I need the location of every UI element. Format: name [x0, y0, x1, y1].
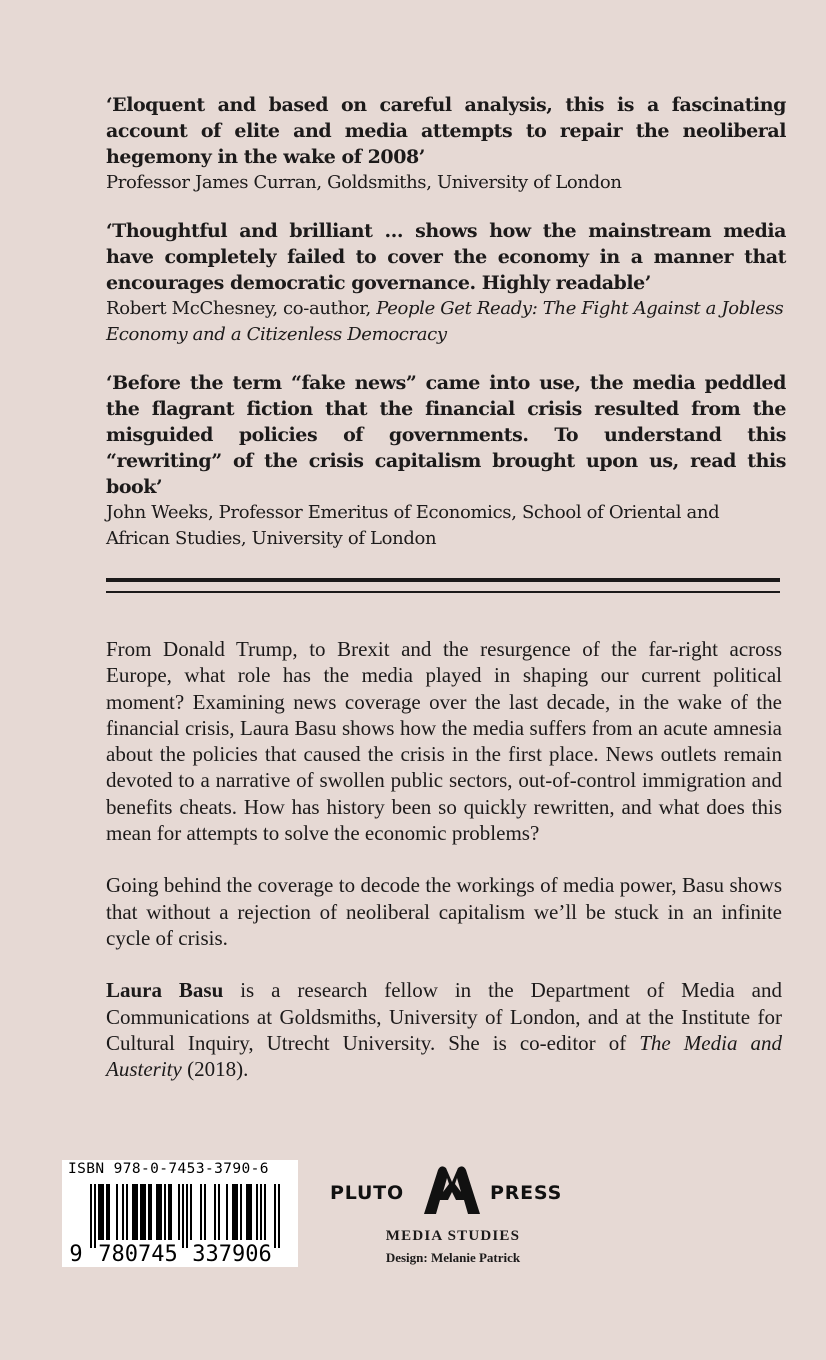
endorsement-quote: ‘Before the term “fake news” came into use, the media peddled the flagrant fiction that the financial crisis resulted from the misguided policies of governments. To understand this “rewriting” of the crisis capitalism brought upon us, read this book’: [106, 372, 786, 498]
endorsement-mcchesney: [106, 218, 786, 348]
author-book-year: (2018).: [181, 1057, 249, 1082]
author-book-title: The Media and Austerity: [106, 1030, 782, 1082]
barcode-bar: [142, 1184, 144, 1240]
barcode-bar: [248, 1184, 250, 1240]
barcode-bar: [204, 1184, 206, 1240]
barcode-bar: [250, 1184, 252, 1240]
barcode-bar: [148, 1184, 150, 1240]
barcode-digits: 780745: [98, 1242, 178, 1267]
barcode-bar: [240, 1184, 242, 1240]
barcode-bar: [214, 1184, 216, 1240]
category-label: MEDIA STUDIES: [385, 1228, 521, 1244]
description-paragraph: From Donald Trump, to Brexit and the resurgence of the far-right across Europe, what role has the media played in shaping our current political moment? Examining news coverage over the last decade, in the wake of the financial crisis, Laura Basu shows how the media suffers from an acute amnesia about the policies that caused the crisis in the first place. News outlets remain devoted to a narrative of swollen public sectors, out-of-control immigration and benefits cheats. How has history been so quickly rewritten, and what does this mean for attempts to solve the economic problems?: [106, 637, 782, 846]
endorsement-curran: [106, 92, 786, 196]
barcode-bar: [274, 1184, 276, 1248]
description-paragraph: Going behind the coverage to decode the workings of media power, Basu shows that without a rejection of neoliberal capitalism we’ll be stuck in an infinite cycle of crisis.: [106, 873, 782, 950]
barcode-bar: [186, 1184, 188, 1248]
barcode-bar: [102, 1184, 104, 1240]
pluto-logo-icon: [424, 1164, 480, 1216]
barcode-bar: [246, 1184, 248, 1240]
publisher-name-right: PRESS: [490, 1182, 563, 1204]
barcode-bar: [226, 1184, 228, 1240]
isbn-barcode: [62, 1160, 298, 1267]
barcode-bar: [168, 1184, 170, 1240]
barcode-bar: [108, 1184, 110, 1240]
barcode-bar: [100, 1184, 102, 1240]
barcode-bar: [106, 1184, 108, 1240]
barcode-bar: [140, 1184, 142, 1240]
attribution-prefix: Robert McChesney, co-author,: [106, 298, 377, 319]
barcode-bar: [278, 1184, 280, 1248]
barcode-bar: [144, 1184, 146, 1240]
barcode-bar: [122, 1184, 124, 1240]
barcode-bar: [134, 1184, 136, 1240]
barcode-bar: [234, 1184, 236, 1240]
divider-thin: [106, 591, 780, 593]
barcode-bar: [90, 1184, 92, 1248]
barcode-digits: 9: [69, 1242, 83, 1267]
publisher-logo: [330, 1162, 576, 1218]
endorsements: [106, 92, 786, 574]
barcode-bar: [126, 1184, 128, 1240]
barcode-bar: [178, 1184, 180, 1240]
publisher-name-left: PLUTO: [330, 1182, 404, 1204]
barcode-bar: [150, 1184, 152, 1240]
barcode-bar: [200, 1184, 202, 1240]
endorsement-attribution: [106, 296, 786, 348]
barcode-bar: [98, 1184, 100, 1240]
barcode-bar: [116, 1184, 118, 1240]
barcode-bar: [256, 1184, 258, 1240]
barcode-bar: [236, 1184, 238, 1240]
barcode-bar: [170, 1184, 172, 1240]
author-name: Laura Basu: [106, 978, 224, 1003]
barcode-bar: [164, 1184, 166, 1240]
barcode-bar: [190, 1184, 192, 1240]
isbn-label: ISBN 978-0-7453-3790-6: [68, 1161, 269, 1177]
barcode-bar: [264, 1184, 266, 1240]
author-bio-text: is a research fellow in the Department of Media and Communications at Goldsmiths, University of London, and at the Institute for Cultural Inquiry, Utrecht University. She is co-editor of: [106, 978, 782, 1055]
barcode-bar: [136, 1184, 138, 1240]
barcode-bar: [218, 1184, 220, 1240]
barcode-bar: [94, 1184, 96, 1248]
attribution-book-title: People Get Ready: The Fight Against a Jobless Economy and a Citizenless Democracy: [106, 298, 784, 345]
barcode-bar: [182, 1184, 184, 1248]
barcode-bar: [158, 1184, 160, 1240]
endorsement-quote: ‘Eloquent and based on careful analysis, this is a fascinating account of elite and media attempts to repair the neoliberal hegemony in the wake of 2008’: [106, 94, 786, 168]
barcode-digits: 337906: [192, 1242, 272, 1267]
barcode-bar: [156, 1184, 158, 1240]
endorsement-quote: ‘Thoughtful and brilliant … shows how the mainstream media have completely failed to cover the economy in a manner that encourages democratic governance. Highly readable’: [106, 220, 786, 294]
endorsement-attribution: John Weeks, Professor Emeritus of Economics, School of Oriental and African Studies, University of London: [106, 502, 720, 549]
barcode-bar: [160, 1184, 162, 1240]
barcode-bar: [260, 1184, 262, 1240]
book-description: [106, 636, 782, 1082]
barcode-bar: [232, 1184, 234, 1240]
endorsement-weeks: [106, 370, 786, 552]
barcode-bar: [132, 1184, 134, 1240]
author-bio: [106, 977, 782, 1082]
endorsement-attribution: Professor James Curran, Goldsmiths, University of London: [106, 172, 622, 193]
design-credit: Design: Melanie Patrick: [385, 1250, 521, 1265]
divider-thick: [106, 578, 780, 582]
